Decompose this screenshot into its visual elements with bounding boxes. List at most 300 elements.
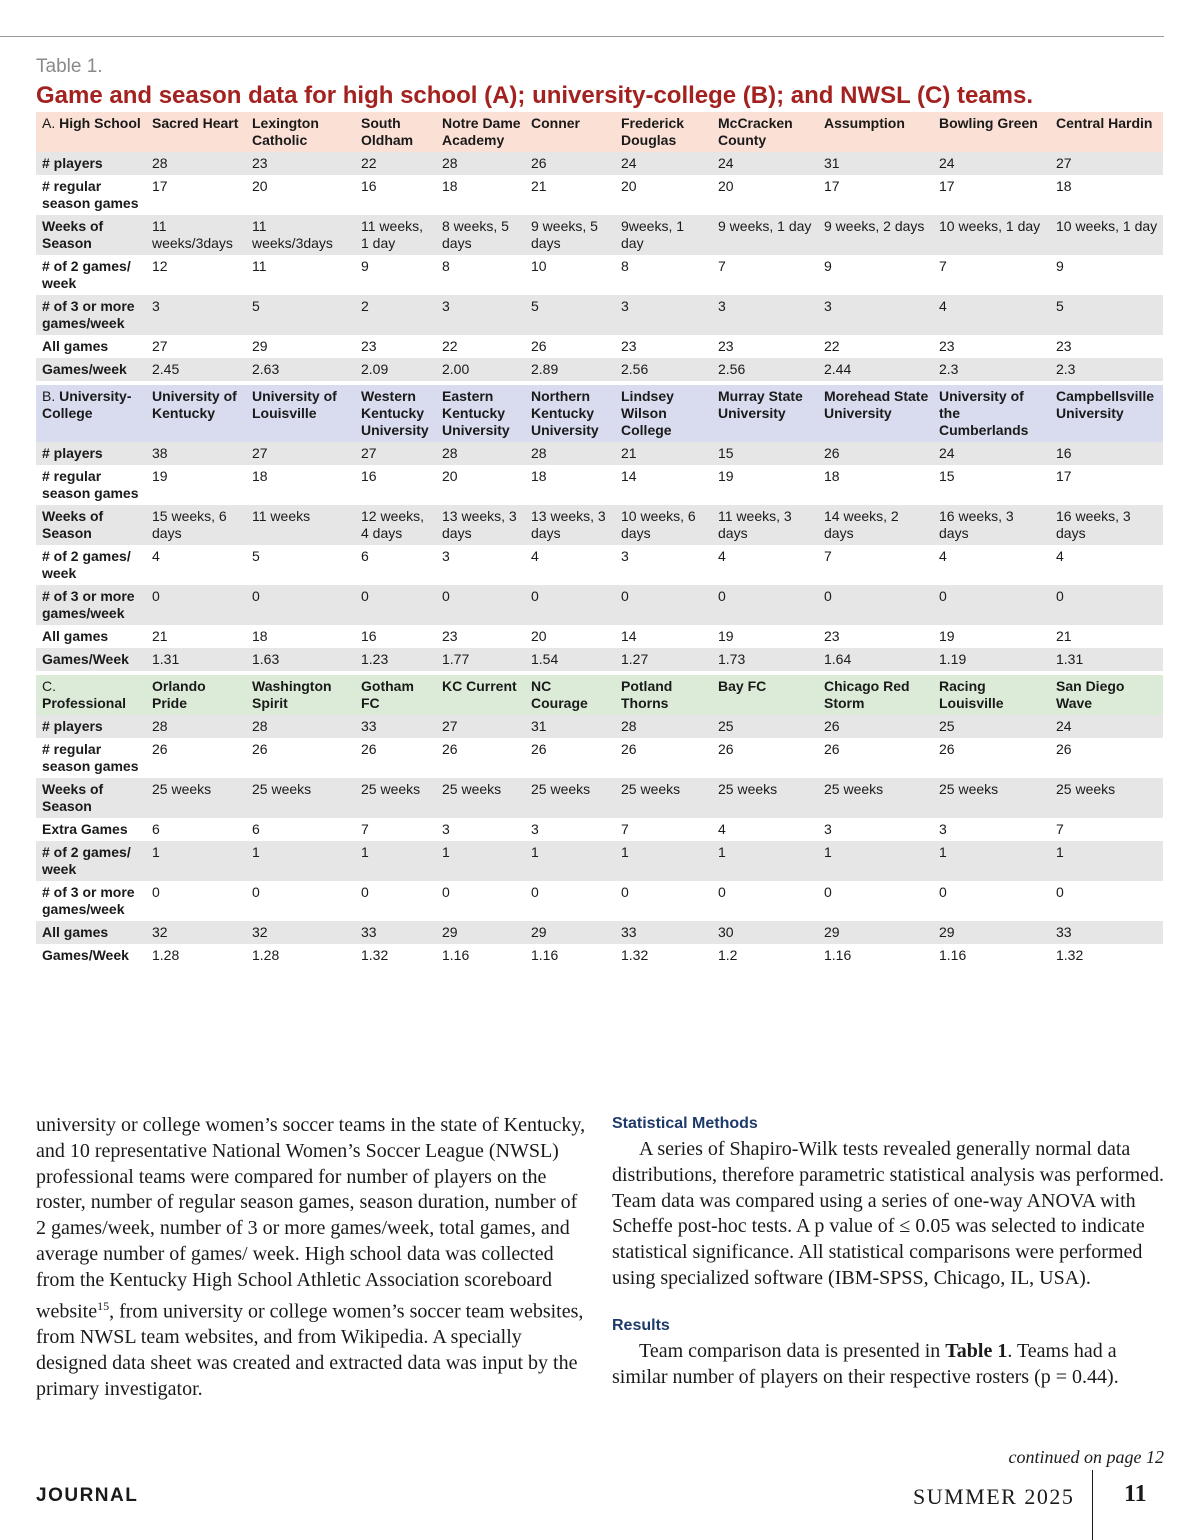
table-cell: 0: [525, 881, 615, 921]
row-label: # players: [36, 715, 146, 738]
team-name: University of Kentucky: [146, 385, 246, 442]
table-cell: 26: [933, 738, 1050, 778]
table-cell: 26: [1050, 738, 1163, 778]
team-name: McCracken County: [712, 112, 818, 152]
team-name: Western Kentucky University: [355, 385, 436, 442]
table-cell: 25 weeks: [246, 778, 355, 818]
row-label: Weeks of Season: [36, 778, 146, 818]
row-label: All games: [36, 921, 146, 944]
table-cell: 9: [818, 255, 933, 295]
table-cell: 7: [818, 545, 933, 585]
table-cell: 20: [712, 175, 818, 215]
table-cell: 27: [246, 442, 355, 465]
table-cell: 24: [933, 152, 1050, 175]
table-cell: 1.32: [1050, 944, 1163, 967]
results-text: Team comparison data is presented in Table 1. Teams had a similar number of players on their respective rosters (p = 0.44).: [612, 1339, 1119, 1388]
table-row: [36, 778, 1163, 818]
table-cell: 9: [355, 255, 436, 295]
table-cell: 18: [246, 625, 355, 648]
section-header-row: [36, 112, 1163, 152]
table-cell: 3: [436, 545, 525, 585]
table-cell: 30: [712, 921, 818, 944]
team-name: Sacred Heart: [146, 112, 246, 152]
team-name: Chicago Red Storm: [818, 675, 933, 715]
table-cell: 21: [615, 442, 712, 465]
table-cell: 14: [615, 625, 712, 648]
table-cell: 27: [355, 442, 436, 465]
table-cell: 5: [246, 295, 355, 335]
table-cell: 21: [525, 175, 615, 215]
table-cell: 4: [146, 545, 246, 585]
table-cell: 1.27: [615, 648, 712, 671]
table-row: [36, 818, 1163, 841]
table-cell: 9 weeks, 1 day: [712, 215, 818, 255]
team-name: Morehead State University: [818, 385, 933, 442]
table-cell: 2.56: [615, 358, 712, 381]
table-cell: 23: [712, 335, 818, 358]
table-cell: 11 weeks: [246, 505, 355, 545]
table-cell: 23: [355, 335, 436, 358]
table-cell: 28: [436, 152, 525, 175]
table-cell: 11 weeks, 3 days: [712, 505, 818, 545]
table-cell: 0: [436, 585, 525, 625]
table-cell: 20: [525, 625, 615, 648]
table-cell: 1.28: [246, 944, 355, 967]
table-cell: 1.16: [818, 944, 933, 967]
row-label: Weeks of Season: [36, 215, 146, 255]
table-cell: 0: [525, 585, 615, 625]
table-cell: 1: [1050, 841, 1163, 881]
table-cell: 28: [436, 442, 525, 465]
table-cell: 7: [933, 255, 1050, 295]
table-cell: 33: [1050, 921, 1163, 944]
table-label: Table 1.: [36, 56, 103, 77]
table-title: Game and season data for high school (A); university-college (B); and NWSL (C) teams.: [36, 82, 1034, 109]
table-cell: 28: [525, 442, 615, 465]
team-name: Eastern Kentucky University: [436, 385, 525, 442]
table-cell: 7: [1050, 818, 1163, 841]
table-cell: 15: [933, 465, 1050, 505]
table-cell: 26: [525, 738, 615, 778]
team-name: University of Louisville: [246, 385, 355, 442]
table-cell: 1.16: [933, 944, 1050, 967]
team-name: Washington Spirit: [246, 675, 355, 715]
table-cell: 25 weeks: [933, 778, 1050, 818]
table-cell: 1.32: [355, 944, 436, 967]
table-cell: 16: [355, 625, 436, 648]
table-cell: 17: [146, 175, 246, 215]
right-text-column: [612, 1113, 1168, 1390]
row-label: # of 3 or more games/week: [36, 295, 146, 335]
table-cell: 3: [818, 295, 933, 335]
table-cell: 2.3: [933, 358, 1050, 381]
table-cell: 0: [355, 881, 436, 921]
table-cell: 1: [712, 841, 818, 881]
table-cell: 25 weeks: [525, 778, 615, 818]
table-cell: 25 weeks: [615, 778, 712, 818]
table-cell: 14 weeks, 2 days: [818, 505, 933, 545]
table-cell: 32: [146, 921, 246, 944]
table-cell: 13 weeks, 3 days: [525, 505, 615, 545]
team-name: South Oldham: [355, 112, 436, 152]
table-cell: 3: [146, 295, 246, 335]
table-cell: 11 weeks/3days: [246, 215, 355, 255]
table-cell: 23: [436, 625, 525, 648]
table-cell: 7: [355, 818, 436, 841]
table-cell: 18: [436, 175, 525, 215]
table-cell: 6: [246, 818, 355, 841]
table-cell: 21: [146, 625, 246, 648]
table-cell: 22: [436, 335, 525, 358]
journal-name: JOURNAL: [36, 1485, 139, 1506]
table-cell: 17: [933, 175, 1050, 215]
row-label: # players: [36, 442, 146, 465]
team-name: Frederick Douglas: [615, 112, 712, 152]
table-cell: 3: [436, 295, 525, 335]
table-cell: 12 weeks, 4 days: [355, 505, 436, 545]
team-name: Bowling Green: [933, 112, 1050, 152]
table-row: [36, 715, 1163, 738]
table-cell: 22: [355, 152, 436, 175]
results-heading: Results: [612, 1316, 670, 1334]
table-cell: 25: [933, 715, 1050, 738]
table-cell: 4: [933, 295, 1050, 335]
table-cell: 26: [246, 738, 355, 778]
table-cell: 0: [818, 585, 933, 625]
row-label: All games: [36, 625, 146, 648]
table-cell: 26: [525, 335, 615, 358]
table-cell: 25 weeks: [355, 778, 436, 818]
table-cell: 21: [1050, 625, 1163, 648]
table-cell: 10 weeks, 1 day: [933, 215, 1050, 255]
table-cell: 0: [436, 881, 525, 921]
table-cell: 4: [1050, 545, 1163, 585]
table-row: [36, 175, 1163, 215]
table-cell: 1.2: [712, 944, 818, 967]
team-name: Lexington Catholic: [246, 112, 355, 152]
table-cell: 26: [436, 738, 525, 778]
table-row: [36, 881, 1163, 921]
table-cell: 0: [246, 881, 355, 921]
table-cell: 25 weeks: [1050, 778, 1163, 818]
table-cell: 1: [146, 841, 246, 881]
table-cell: 16: [355, 175, 436, 215]
table-cell: 17: [1050, 465, 1163, 505]
table-cell: 1.31: [146, 648, 246, 671]
table-cell: 10 weeks, 6 days: [615, 505, 712, 545]
left-text-column: [36, 1113, 592, 1402]
table-cell: 18: [246, 465, 355, 505]
top-rule: [0, 36, 1164, 37]
team-name: Notre Dame Academy: [436, 112, 525, 152]
table-cell: 0: [1050, 585, 1163, 625]
table-cell: 1.64: [818, 648, 933, 671]
table-cell: 29: [818, 921, 933, 944]
table-cell: 1.63: [246, 648, 355, 671]
table-cell: 0: [818, 881, 933, 921]
table-row: [36, 738, 1163, 778]
table-cell: 29: [246, 335, 355, 358]
table-cell: 5: [1050, 295, 1163, 335]
table-cell: 1: [933, 841, 1050, 881]
table-cell: 1: [525, 841, 615, 881]
table-cell: 7: [712, 255, 818, 295]
table-cell: 31: [818, 152, 933, 175]
team-name: NC Courage: [525, 675, 615, 715]
table-cell: 8: [615, 255, 712, 295]
team-name: Racing Louisville: [933, 675, 1050, 715]
table-cell: 4: [712, 818, 818, 841]
table-cell: 11 weeks, 1 day: [355, 215, 436, 255]
table-cell: 0: [355, 585, 436, 625]
statistical-methods-heading: Statistical Methods: [612, 1115, 758, 1132]
footer-divider: [1092, 1470, 1093, 1540]
table-cell: 3: [436, 818, 525, 841]
table-cell: 1.77: [436, 648, 525, 671]
row-label: # of 2 games/ week: [36, 545, 146, 585]
table-cell: 26: [355, 738, 436, 778]
section-label: C. Professional: [36, 675, 146, 715]
table-cell: 24: [615, 152, 712, 175]
row-label: # players: [36, 152, 146, 175]
table-cell: 1.31: [1050, 648, 1163, 671]
table-cell: 7: [615, 818, 712, 841]
table-cell: 11 weeks/3days: [146, 215, 246, 255]
table-cell: 4: [933, 545, 1050, 585]
table-cell: 19: [712, 465, 818, 505]
table-cell: 0: [933, 881, 1050, 921]
table-cell: 9: [1050, 255, 1163, 295]
table-cell: 23: [818, 625, 933, 648]
table-cell: 19: [146, 465, 246, 505]
table-cell: 16: [1050, 442, 1163, 465]
table-row: [36, 442, 1163, 465]
table-row: [36, 295, 1163, 335]
table-row: [36, 152, 1163, 175]
table-cell: 27: [1050, 152, 1163, 175]
left-paragraph: university or college women’s soccer teams in the state of Kentucky, and 10 representative National Women’s Soccer League (NWSL) professional teams were compared for number of players on the roster, number of regular season games, season duration, number of 2 games/week, number of 3 or more games/week, total games, and average number of games/ week. High school data was collected from the Kentucky High School Athletic Association scoreboard website$^{15}$, from university or college women’s soccer team websites, from NWSL team websites, and from Wikipedia. A specially designed data sheet was created and extracted data was input by the primary investigator.: [36, 1114, 586, 1400]
table-cell: 0: [146, 585, 246, 625]
table-cell: 1: [355, 841, 436, 881]
table-cell: 0: [1050, 881, 1163, 921]
table-row: [36, 648, 1163, 671]
table-cell: 9 weeks, 2 days: [818, 215, 933, 255]
table-cell: 0: [712, 881, 818, 921]
table-row: [36, 215, 1163, 255]
table-cell: 26: [615, 738, 712, 778]
section-label: A. High School: [36, 112, 146, 152]
table-row: [36, 625, 1163, 648]
team-name: San Diego Wave: [1050, 675, 1163, 715]
team-name: KC Current: [436, 675, 525, 715]
table-cell: 1.28: [146, 944, 246, 967]
team-name: Assumption: [818, 112, 933, 152]
table-row: [36, 921, 1163, 944]
table-cell: 16 weeks, 3 days: [933, 505, 1050, 545]
section-header-row: [36, 675, 1163, 715]
team-name: Bay FC: [712, 675, 818, 715]
team-name: Central Hardin: [1050, 112, 1163, 152]
table-cell: 0: [246, 585, 355, 625]
table-cell: 13 weeks, 3 days: [436, 505, 525, 545]
statistical-methods-text: A series of Shapiro-Wilk tests revealed generally normal data distributions, therefore parametric statistical analysis was performed. Team data was compared using a series of one-way ANOVA with Scheffe post-hoc tests. A p value of ≤ 0.05 was selected to indicate statistical significance. All statistical comparisons were performed using specialized software (IBM-SPSS, Chicago, IL, USA).: [612, 1138, 1165, 1289]
table-cell: 26: [818, 715, 933, 738]
table-cell: 38: [146, 442, 246, 465]
table-cell: 25 weeks: [818, 778, 933, 818]
table-cell: 23: [615, 335, 712, 358]
table-cell: 28: [615, 715, 712, 738]
table-cell: 2.63: [246, 358, 355, 381]
issue-season: SUMMER 2025: [913, 1484, 1075, 1509]
table-cell: 29: [525, 921, 615, 944]
reference-superscript: 15: [97, 1298, 110, 1313]
table-cell: 6: [355, 545, 436, 585]
table-cell: 1: [818, 841, 933, 881]
table-cell: 1.32: [615, 944, 712, 967]
table-cell: 9weeks, 1 day: [615, 215, 712, 255]
table-cell: 8: [436, 255, 525, 295]
row-label: Weeks of Season: [36, 505, 146, 545]
game-season-table: [36, 112, 1163, 967]
table-cell: 25 weeks: [146, 778, 246, 818]
row-label: Games/Week: [36, 944, 146, 967]
row-label: # regular season games: [36, 175, 146, 215]
table-cell: 1.19: [933, 648, 1050, 671]
table-row: [36, 841, 1163, 881]
table-cell: 1: [615, 841, 712, 881]
table-row: [36, 585, 1163, 625]
team-name: Potland Thorns: [615, 675, 712, 715]
table-cell: 1: [246, 841, 355, 881]
table-cell: 3: [615, 295, 712, 335]
table-cell: 24: [1050, 715, 1163, 738]
table-cell: 23: [1050, 335, 1163, 358]
team-name: Gotham FC: [355, 675, 436, 715]
team-name: University of the Cumberlands: [933, 385, 1050, 442]
row-label: # regular season games: [36, 465, 146, 505]
table-cell: 23: [933, 335, 1050, 358]
section-label: B. University-College: [36, 385, 146, 442]
table-cell: 25 weeks: [436, 778, 525, 818]
table-cell: 29: [933, 921, 1050, 944]
table-cell: 23: [246, 152, 355, 175]
table-cell: 1.23: [355, 648, 436, 671]
table-cell: 27: [436, 715, 525, 738]
team-name: Conner: [525, 112, 615, 152]
table-row: [36, 465, 1163, 505]
table-cell: 20: [615, 175, 712, 215]
table-row: [36, 335, 1163, 358]
table-cell: 24: [933, 442, 1050, 465]
table-cell: 20: [246, 175, 355, 215]
table-cell: 16 weeks, 3 days: [1050, 505, 1163, 545]
continued-note: continued on page 12: [1008, 1447, 1164, 1467]
table-cell: 3: [933, 818, 1050, 841]
table-cell: 2.56: [712, 358, 818, 381]
table-cell: 28: [146, 715, 246, 738]
table-cell: 1.16: [525, 944, 615, 967]
table-cell: 32: [246, 921, 355, 944]
table-cell: 5: [525, 295, 615, 335]
table-cell: 5: [246, 545, 355, 585]
table-row: [36, 545, 1163, 585]
table-reference: Table 1: [945, 1339, 1008, 1362]
table-cell: 9 weeks, 5 days: [525, 215, 615, 255]
table-cell: 0: [615, 585, 712, 625]
table-cell: 28: [146, 152, 246, 175]
table-cell: 26: [818, 442, 933, 465]
table-cell: 18: [818, 465, 933, 505]
table-cell: 19: [712, 625, 818, 648]
table-cell: 4: [525, 545, 615, 585]
row-label: # of 3 or more games/week: [36, 585, 146, 625]
table-cell: 10 weeks, 1 day: [1050, 215, 1163, 255]
table-cell: 33: [355, 921, 436, 944]
table-cell: 0: [712, 585, 818, 625]
table-cell: 33: [355, 715, 436, 738]
table-cell: 3: [525, 818, 615, 841]
table-cell: 25 weeks: [712, 778, 818, 818]
table-cell: 29: [436, 921, 525, 944]
table-cell: 26: [146, 738, 246, 778]
page-number: 11: [1124, 1481, 1147, 1507]
table-cell: 3: [712, 295, 818, 335]
row-label: Extra Games: [36, 818, 146, 841]
table-cell: 26: [818, 738, 933, 778]
table-cell: 18: [1050, 175, 1163, 215]
table-cell: 26: [525, 152, 615, 175]
table-cell: 25: [712, 715, 818, 738]
row-label: # of 2 games/ week: [36, 841, 146, 881]
table-cell: 8 weeks, 5 days: [436, 215, 525, 255]
table-cell: 12: [146, 255, 246, 295]
team-name: Lindsey Wilson College: [615, 385, 712, 442]
table-cell: 2: [355, 295, 436, 335]
table-cell: 0: [146, 881, 246, 921]
table-cell: 24: [712, 152, 818, 175]
table-cell: 2.44: [818, 358, 933, 381]
table-row: [36, 255, 1163, 295]
section-header-row: [36, 385, 1163, 442]
table-row: [36, 944, 1163, 967]
table-cell: 22: [818, 335, 933, 358]
table-cell: 2.09: [355, 358, 436, 381]
table-cell: 2.45: [146, 358, 246, 381]
team-name: Orlando Pride: [146, 675, 246, 715]
table-cell: 26: [712, 738, 818, 778]
table-cell: 10: [525, 255, 615, 295]
table-cell: 28: [246, 715, 355, 738]
table-cell: 1: [436, 841, 525, 881]
table-cell: 15 weeks, 6 days: [146, 505, 246, 545]
table-cell: 1.16: [436, 944, 525, 967]
table-cell: 20: [436, 465, 525, 505]
table-cell: 1.54: [525, 648, 615, 671]
table-cell: 1.73: [712, 648, 818, 671]
table-cell: 31: [525, 715, 615, 738]
table-row: [36, 358, 1163, 381]
table-cell: 16: [355, 465, 436, 505]
row-label: Games/Week: [36, 648, 146, 671]
table-cell: 0: [933, 585, 1050, 625]
table-cell: 18: [525, 465, 615, 505]
table-cell: 15: [712, 442, 818, 465]
table-cell: 2.3: [1050, 358, 1163, 381]
table-cell: 27: [146, 335, 246, 358]
team-name: Campbellsville University: [1050, 385, 1163, 442]
row-label: # of 3 or more games/week: [36, 881, 146, 921]
table-cell: 17: [818, 175, 933, 215]
